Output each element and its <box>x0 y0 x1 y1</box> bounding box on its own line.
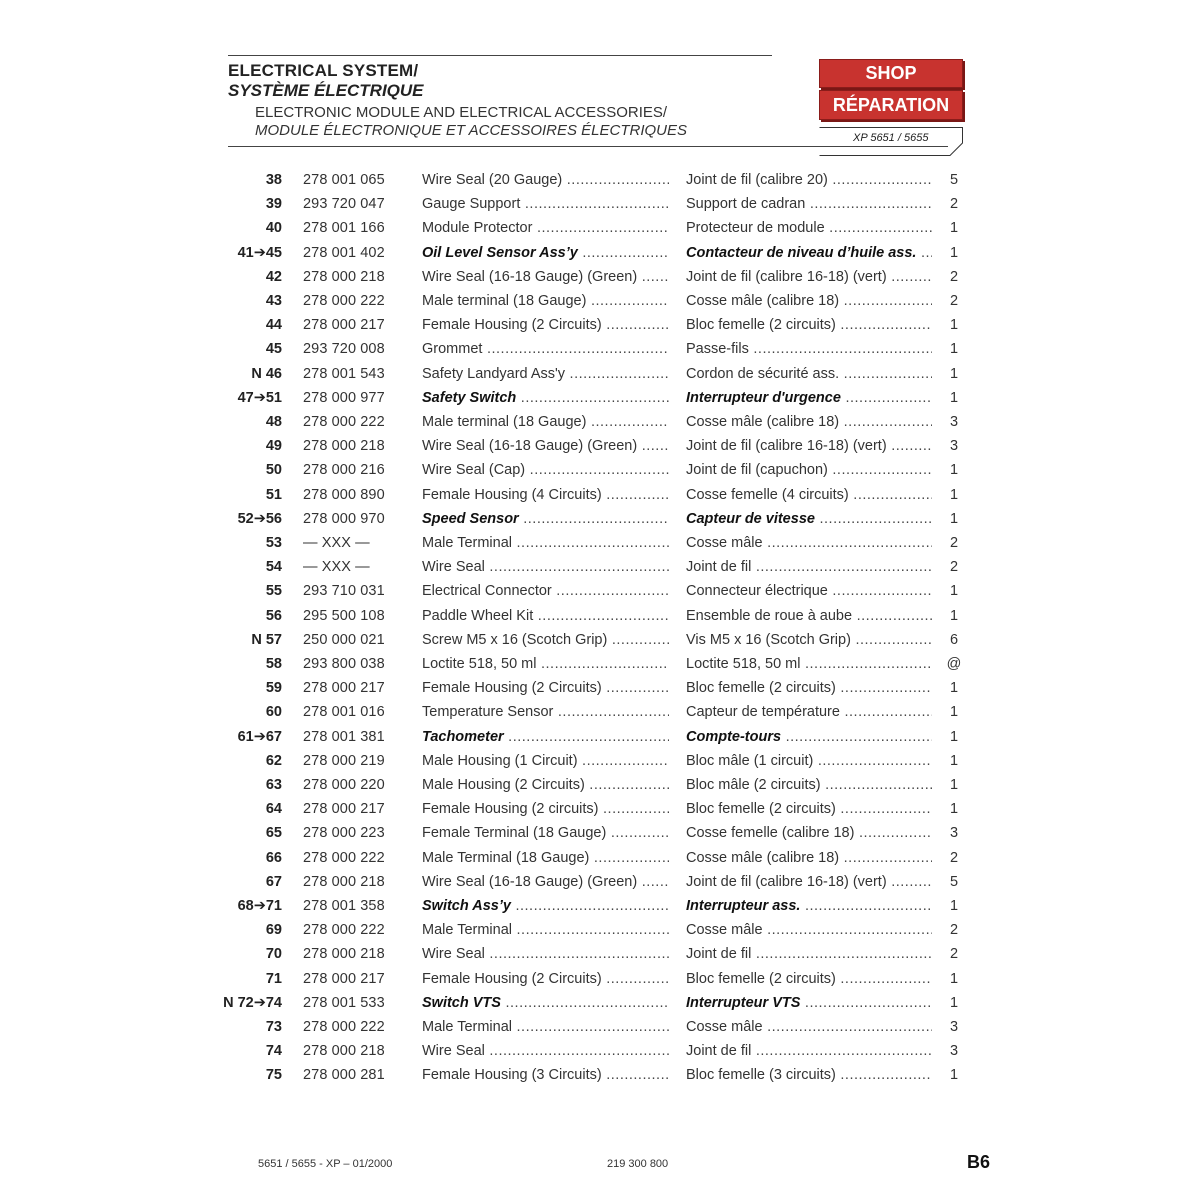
description-fr: Bloc mâle (2 circuits) ..... <box>686 773 932 797</box>
description-fr: Support de cadran ..... <box>686 192 932 216</box>
description-en: Male Terminal ..... <box>422 1015 669 1039</box>
ref-number: 54 <box>265 559 282 576</box>
ref-number: 59 <box>265 680 282 697</box>
description-fr: Joint de fil ..... <box>686 555 932 579</box>
quantity: 2 <box>949 196 959 213</box>
section-title-fr: SYSTÈME ÉLECTRIQUE <box>228 81 424 100</box>
description-en: Wire Seal (Cap) ..... <box>422 458 669 482</box>
description-fr: Cosse mâle (calibre 18) ..... <box>686 289 932 313</box>
quantity: 1 <box>949 365 959 382</box>
description-fr: Joint de fil (capuchon) ..... <box>686 458 932 482</box>
description-en: Wire Seal (16-18 Gauge) (Green) ..... <box>422 870 669 894</box>
description-en: Female Housing (3 Circuits) ..... <box>422 1063 669 1087</box>
description-en: Male Terminal ..... <box>422 918 669 942</box>
table-row <box>0 410 1200 434</box>
description-fr: Ensemble de roue à aube ..... <box>686 604 932 628</box>
description-en: Electrical Connector ..... <box>422 579 669 603</box>
part-number: 293 720 008 <box>303 341 385 358</box>
quantity: 1 <box>949 510 959 527</box>
part-number: 278 000 220 <box>303 777 385 793</box>
table-row <box>0 579 1200 603</box>
reparation-label: RÉPARATION <box>819 90 963 120</box>
description-en: Female Housing (4 Circuits) ..... <box>422 483 669 507</box>
section-title-en: ELECTRICAL SYSTEM/ <box>228 61 419 80</box>
part-number: 278 000 222 <box>303 414 385 430</box>
table-row <box>0 337 1200 361</box>
table-row <box>0 967 1200 991</box>
ref-number: 44 <box>265 317 282 334</box>
part-number: 295 500 108 <box>303 607 385 624</box>
ref-number: 39 <box>265 196 282 213</box>
part-number: 278 000 223 <box>303 825 385 842</box>
description-en: Screw M5 x 16 (Scotch Grip) ..... <box>422 628 669 652</box>
ref-number: 51 <box>265 486 282 503</box>
part-number: 278 001 381 <box>303 728 385 745</box>
table-row <box>0 749 1200 773</box>
table-row <box>0 362 1200 386</box>
footer-doc-number: 219 300 800 <box>607 1158 669 1170</box>
table-row <box>0 870 1200 894</box>
part-number: 278 001 065 <box>303 172 385 188</box>
description-fr: Cosse mâle ..... <box>686 918 932 942</box>
ref-number: 62 <box>265 752 282 769</box>
ref-number: 47➔51 <box>237 389 282 406</box>
quantity: 1 <box>949 583 959 600</box>
ref-number: N 46 <box>251 365 282 382</box>
description-fr: Interrupteur VTS ..... <box>686 991 932 1015</box>
description-en: Safety Switch ..... <box>422 386 669 410</box>
description-en: Loctite 518, 50 ml ..... <box>422 652 669 676</box>
part-number: 278 000 222 <box>303 922 385 939</box>
ref-number: 53 <box>265 535 282 551</box>
table-row <box>0 773 1200 797</box>
ref-number: 50 <box>265 462 282 479</box>
table-row <box>0 216 1200 240</box>
description-fr: Cosse mâle ..... <box>686 531 932 555</box>
part-number: 278 000 218 <box>303 946 385 963</box>
quantity: 3 <box>949 1019 959 1035</box>
description-en: Wire Seal (16-18 Gauge) (Green) ..... <box>422 434 669 458</box>
quantity: @ <box>946 656 962 672</box>
description-fr: Bloc femelle (2 circuits) ..... <box>686 797 932 821</box>
part-number: 278 000 219 <box>303 752 385 769</box>
description-en: Wire Seal (20 Gauge) ..... <box>422 168 669 192</box>
ref-number: 70 <box>265 946 282 963</box>
ref-number: 65 <box>265 825 282 842</box>
ref-number: 42 <box>265 268 282 285</box>
ref-number: 52➔56 <box>237 510 282 527</box>
description-fr: Joint de fil ..... <box>686 942 932 966</box>
description-fr: Connecteur électrique ..... <box>686 579 932 603</box>
quantity: 1 <box>949 704 959 721</box>
description-en: Paddle Wheel Kit ..... <box>422 604 669 628</box>
quantity: 2 <box>949 268 959 285</box>
description-fr: Interrupteur ass. ..... <box>686 894 932 918</box>
description-fr: Cordon de sécurité ass. ..... <box>686 362 932 386</box>
ref-number: 43 <box>265 293 282 309</box>
table-row <box>0 483 1200 507</box>
description-fr: Cosse mâle (calibre 18) ..... <box>686 410 932 434</box>
quantity: 1 <box>949 801 959 818</box>
table-row <box>0 604 1200 628</box>
quantity: 6 <box>949 631 959 648</box>
ref-number: 38 <box>265 172 282 188</box>
description-fr: Bloc femelle (2 circuits) ..... <box>686 313 932 337</box>
quantity: 1 <box>949 607 959 624</box>
description-en: Female Housing (2 Circuits) ..... <box>422 967 669 991</box>
ref-number: 58 <box>265 656 282 672</box>
ref-number: 56 <box>265 607 282 624</box>
description-en: Female Housing (2 circuits) ..... <box>422 797 669 821</box>
description-fr: Bloc mâle (1 circuit) ..... <box>686 749 932 773</box>
table-row <box>0 652 1200 676</box>
part-number: 278 000 218 <box>303 873 385 890</box>
table-row <box>0 531 1200 555</box>
part-number: 278 001 402 <box>303 244 385 261</box>
ref-number: 49 <box>265 438 282 455</box>
description-en: Male Housing (1 Circuit) ..... <box>422 749 669 773</box>
quantity: 3 <box>949 438 959 455</box>
ref-number: 71 <box>265 970 282 987</box>
quantity: 1 <box>949 317 959 334</box>
part-number: 278 000 281 <box>303 1067 385 1084</box>
table-row <box>0 507 1200 531</box>
description-en: Male terminal (18 Gauge) ..... <box>422 410 669 434</box>
description-fr: Cosse femelle (4 circuits) ..... <box>686 483 932 507</box>
description-fr: Joint de fil (calibre 16-18) (vert) ..... <box>686 434 932 458</box>
quantity: 1 <box>949 220 959 237</box>
ref-number: 69 <box>265 922 282 939</box>
page-number: B6 <box>967 1152 991 1172</box>
table-row <box>0 1063 1200 1087</box>
description-fr: Loctite 518, 50 ml ..... <box>686 652 932 676</box>
table-row <box>0 265 1200 289</box>
part-number: 278 000 217 <box>303 801 385 818</box>
quantity: 1 <box>949 462 959 479</box>
part-number: 250 000 021 <box>303 631 385 648</box>
description-en: Female Housing (2 Circuits) ..... <box>422 676 669 700</box>
description-en: Male terminal (18 Gauge) ..... <box>422 289 669 313</box>
quantity: 1 <box>949 728 959 745</box>
part-number: 278 001 016 <box>303 704 385 721</box>
part-number: 278 000 217 <box>303 680 385 697</box>
part-number: — XXX — <box>303 559 370 576</box>
description-en: Oil Level Sensor Ass’y ..... <box>422 241 669 265</box>
table-row <box>0 894 1200 918</box>
quantity: 2 <box>949 849 959 866</box>
table-row <box>0 991 1200 1015</box>
description-fr: Capteur de vitesse ..... <box>686 507 932 531</box>
description-en: Safety Landyard Ass'y ..... <box>422 362 669 386</box>
ref-number: 64 <box>265 801 282 818</box>
quantity: 1 <box>949 752 959 769</box>
description-en: Male Terminal (18 Gauge) ..... <box>422 846 669 870</box>
model-tab <box>819 127 963 155</box>
ref-number: 40 <box>265 220 282 237</box>
description-en: Wire Seal ..... <box>422 1039 669 1063</box>
ref-number: 75 <box>265 1067 282 1084</box>
description-fr: Cosse femelle (calibre 18) ..... <box>686 821 932 845</box>
description-en: Switch Ass’y ..... <box>422 894 669 918</box>
part-number: 278 000 222 <box>303 1019 385 1035</box>
description-fr: Joint de fil (calibre 16-18) (vert) ..... <box>686 870 932 894</box>
table-row <box>0 168 1200 192</box>
ref-number: 66 <box>265 849 282 866</box>
quantity: 2 <box>949 535 959 551</box>
part-number: 278 000 218 <box>303 268 385 285</box>
part-number: 278 001 358 <box>303 898 385 914</box>
quantity: 1 <box>949 970 959 987</box>
ref-number: 48 <box>265 414 282 430</box>
description-en: Wire Seal ..... <box>422 555 669 579</box>
description-fr: Joint de fil ..... <box>686 1039 932 1063</box>
part-number: 278 001 533 <box>303 994 385 1011</box>
footer-models-date: 5651 / 5655 - XP – 01/2000 <box>258 1158 393 1170</box>
part-number: 278 000 890 <box>303 486 385 503</box>
description-en: Tachometer ..... <box>422 725 669 749</box>
table-row <box>0 434 1200 458</box>
part-number: 293 720 047 <box>303 196 385 213</box>
description-en: Switch VTS ..... <box>422 991 669 1015</box>
quantity: 1 <box>949 486 959 503</box>
table-row <box>0 942 1200 966</box>
table-row <box>0 797 1200 821</box>
part-number: 278 000 217 <box>303 970 385 987</box>
quantity: 2 <box>949 922 959 939</box>
part-number: 293 710 031 <box>303 583 385 600</box>
description-fr: Vis M5 x 16 (Scotch Grip) ..... <box>686 628 932 652</box>
quantity: 2 <box>949 293 959 309</box>
description-en: Male Housing (2 Circuits) ..... <box>422 773 669 797</box>
table-row <box>0 676 1200 700</box>
description-fr: Compte-tours ..... <box>686 725 932 749</box>
quantity: 1 <box>949 994 959 1011</box>
table-row <box>0 821 1200 845</box>
ref-number: 67 <box>265 873 282 890</box>
quantity: 1 <box>949 777 959 793</box>
description-en: Temperature Sensor ..... <box>422 700 669 724</box>
ref-number: N 57 <box>251 631 282 648</box>
table-row <box>0 700 1200 724</box>
table-row <box>0 846 1200 870</box>
description-fr: Protecteur de module ..... <box>686 216 932 240</box>
part-number: 293 800 038 <box>303 656 385 672</box>
description-fr: Passe-fils ..... <box>686 337 932 361</box>
part-number: 278 000 222 <box>303 849 385 866</box>
part-number: 278 000 216 <box>303 462 385 479</box>
table-row <box>0 192 1200 216</box>
description-fr: Cosse mâle ..... <box>686 1015 932 1039</box>
ref-number: 61➔67 <box>237 728 282 745</box>
ref-number: 60 <box>265 704 282 721</box>
part-number: 278 000 217 <box>303 317 385 334</box>
ref-number: 63 <box>265 777 282 793</box>
header-rule-top <box>228 55 772 56</box>
quantity: 1 <box>949 389 959 406</box>
table-row <box>0 725 1200 749</box>
shop-reparation-badge <box>819 59 963 120</box>
table-row <box>0 1015 1200 1039</box>
quantity: 5 <box>949 873 959 890</box>
section-subtitle-en: ELECTRONIC MODULE AND ELECTRICAL ACCESSORIES/ <box>255 104 668 121</box>
quantity: 3 <box>949 825 959 842</box>
table-row <box>0 386 1200 410</box>
description-fr: Interrupteur d'urgence ..... <box>686 386 932 410</box>
ref-number: 73 <box>265 1019 282 1035</box>
table-row <box>0 628 1200 652</box>
description-fr: Bloc femelle (3 circuits) ..... <box>686 1063 932 1087</box>
description-en: Female Housing (2 Circuits) ..... <box>422 313 669 337</box>
description-en: Female Terminal (18 Gauge) ..... <box>422 821 669 845</box>
part-number: 278 000 970 <box>303 510 385 527</box>
description-en: Grommet ..... <box>422 337 669 361</box>
part-number: 278 001 543 <box>303 365 385 382</box>
table-row <box>0 1039 1200 1063</box>
quantity: 3 <box>949 1043 959 1060</box>
ref-number: 55 <box>265 583 282 600</box>
table-row <box>0 555 1200 579</box>
ref-number: N 72➔74 <box>223 994 282 1011</box>
table-row <box>0 289 1200 313</box>
description-fr: Joint de fil (calibre 16-18) (vert) ..... <box>686 265 932 289</box>
description-fr: Bloc femelle (2 circuits) ..... <box>686 967 932 991</box>
part-number: 278 000 218 <box>303 438 385 455</box>
description-fr: Joint de fil (calibre 20) ..... <box>686 168 932 192</box>
model-numbers: XP 5651 / 5655 <box>853 132 929 144</box>
description-fr: Contacteur de niveau d’huile ass. ..... <box>686 241 932 265</box>
quantity: 1 <box>949 341 959 358</box>
ref-number: 45 <box>265 341 282 358</box>
quantity: 1 <box>949 244 959 261</box>
ref-number: 74 <box>265 1043 282 1060</box>
quantity: 2 <box>949 946 959 963</box>
description-en: Gauge Support ..... <box>422 192 669 216</box>
ref-number: 68➔71 <box>237 898 282 914</box>
description-en: Wire Seal (16-18 Gauge) (Green) ..... <box>422 265 669 289</box>
description-en: Module Protector ..... <box>422 216 669 240</box>
ref-number: 41➔45 <box>237 244 282 261</box>
shop-label: SHOP <box>819 59 963 88</box>
part-number: 278 000 222 <box>303 293 385 309</box>
table-row <box>0 313 1200 337</box>
part-number: 278 000 977 <box>303 389 385 406</box>
part-number: — XXX — <box>303 535 370 551</box>
description-fr: Capteur de température ..... <box>686 700 932 724</box>
quantity: 5 <box>949 172 959 188</box>
description-en: Wire Seal ..... <box>422 942 669 966</box>
part-number: 278 001 166 <box>303 220 385 237</box>
quantity: 2 <box>949 559 959 576</box>
quantity: 1 <box>949 898 959 914</box>
quantity: 1 <box>949 680 959 697</box>
quantity: 1 <box>949 1067 959 1084</box>
description-fr: Cosse mâle (calibre 18) ..... <box>686 846 932 870</box>
table-row <box>0 241 1200 265</box>
description-fr: Bloc femelle (2 circuits) ..... <box>686 676 932 700</box>
table-row <box>0 918 1200 942</box>
quantity: 3 <box>949 414 959 430</box>
section-subtitle-fr: MODULE ÉLECTRONIQUE ET ACCESSOIRES ÉLECTRIQUES <box>255 122 688 139</box>
description-en: Male Terminal ..... <box>422 531 669 555</box>
table-row <box>0 458 1200 482</box>
part-number: 278 000 218 <box>303 1043 385 1060</box>
description-en: Speed Sensor ..... <box>422 507 669 531</box>
